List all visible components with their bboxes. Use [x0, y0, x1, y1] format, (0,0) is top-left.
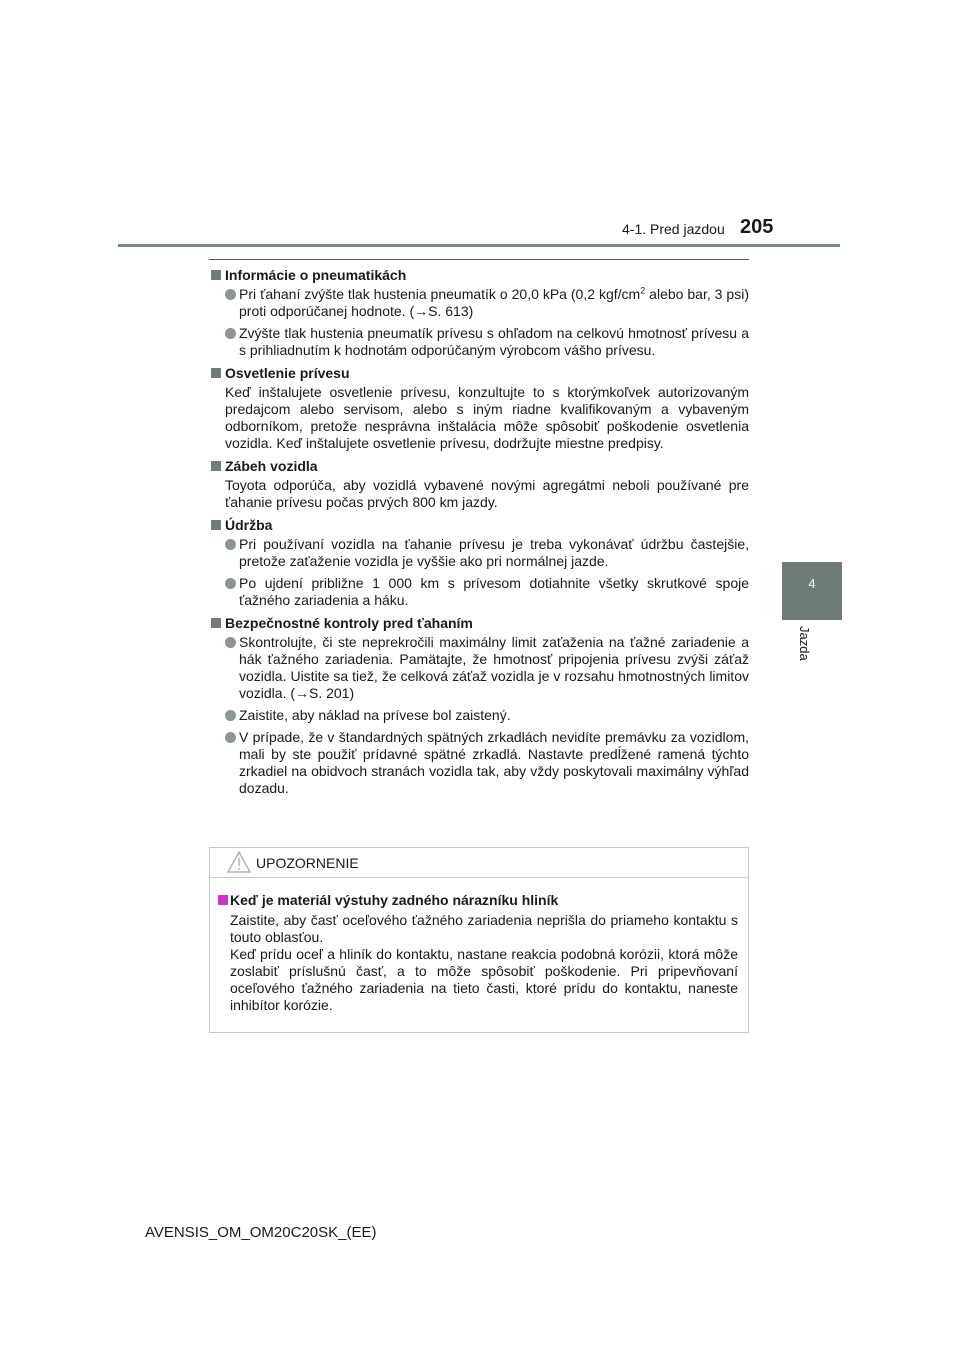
round-bullet-icon — [225, 328, 236, 339]
section-title: Údržba — [211, 517, 749, 534]
header-section-title: 4-1. Pred jazdou — [622, 221, 725, 237]
round-bullet-icon — [225, 289, 236, 300]
bullet-item: Skontrolujte, či ste neprekročili maximálny limit zaťaženia na ťažné zariadenie a hák ťažného zariadenia. Pamätajte, že hmotnosť pripojenia prívesu zvýši záťaž vozidla. Uistite sa tiež, že celková záťaž vozidla je v rozsahu hmotnostných limitov vozidla. (→S. 201) — [211, 634, 749, 702]
square-bullet-icon — [218, 895, 228, 905]
bullet-item: Pri používaní vozidla na ťahanie prívesu je treba vykonávať údržbu častejšie, pretože zaťaženie vozidla je vyššie ako pri normálnej jazde. — [211, 536, 749, 570]
section-text: Toyota odporúča, aby vozidlá vybavené novými agregátmi neboli používané pre ťahanie prívesu počas prvých 800 km jazdy. — [225, 477, 749, 510]
round-bullet-icon — [225, 539, 236, 550]
section-break-in — [211, 458, 749, 511]
content-top-rule — [209, 259, 749, 260]
round-bullet-icon — [225, 710, 236, 721]
section-tires — [211, 267, 749, 359]
section-title: Zábeh vozidla — [211, 458, 749, 475]
bullet-item: Zvýšte tlak hustenia pneumatík prívesu s ohľadom na celkovú hmotnosť prívesu a s prihliadnutím k hodnotám odporúčaným výrobcom vášho prívesu. — [211, 325, 749, 359]
section-title: Osvetlenie prívesu — [211, 365, 749, 382]
bullet-item: Pri ťahaní zvýšte tlak hustenia pneumatík o 20,0 kPa (0,2 kgf/$cm^2$ alebo bar, 3 psi) proti odporúčanej hodnote. (→S. 613) — [211, 286, 749, 320]
section-title: Informácie o pneumatikách — [211, 267, 749, 284]
warning-box — [209, 847, 749, 1033]
square-bullet-icon — [211, 618, 221, 628]
bullet-item: V prípade, že v štandardných spätných zrkadlách nevidíte premávku za vozidlom, mali by ste použiť prídavné spätné zrkadlá. Nastavte predĺžené ramená týchto zrkadiel na obidvoch stranách vozidla tak, aby vždy poskytovali maximálny výhľad dozadu. — [211, 729, 749, 797]
warning-title: Keď je materiál výstuhy zadného nárazníku hliník — [220, 892, 738, 909]
warning-body — [210, 878, 748, 1014]
section-text: Keď inštalujete osvetlenie prívesu, konzultujte to s ktorýmkoľvek autorizovaným predajcom alebo servisom, alebo s iným riadne kvalifikovaným a vybaveným odborníkom, pretože nesprávna inštalácia môže spôsobiť poškodenie osvetlenia vozidla. Keď inštalujete osvetlenie prívesu, dodržujte miestne predpisy. — [225, 384, 749, 451]
warning-triangle-icon — [226, 850, 252, 874]
round-bullet-icon — [225, 578, 236, 589]
square-bullet-icon — [211, 461, 221, 471]
round-bullet-icon — [225, 637, 236, 648]
square-bullet-icon — [211, 368, 221, 378]
square-bullet-icon — [211, 520, 221, 530]
warning-paragraph: Keď prídu oceľ a hliník do kontaktu, nastane reakcia podobná korózii, ktorá môže zoslabiť príslušnú časť, a to môže spôsobiť poškodenie. Pri pripevňovaní oceľového ťažného zariadenia na tieto časti, ktoré prídu do kontaktu, naneste inhibítor korózie. — [230, 946, 738, 1013]
chapter-number: 4 — [808, 576, 816, 591]
round-bullet-icon — [225, 732, 236, 743]
section-safety-checks — [211, 615, 749, 797]
section-trailer-lights — [211, 365, 749, 452]
bullet-item: Po ujdení približne 1 000 km s prívesom dotiahnite všetky skrutkové spoje ťažného zariadenia a háku. — [211, 575, 749, 609]
warning-heading: UPOZORNENIE — [256, 855, 359, 871]
main-content — [211, 267, 749, 803]
footer-code: AVENSIS_OM_OM20C20SK_(EE) — [145, 1224, 377, 1241]
warning-paragraph: Zaistite, aby časť oceľového ťažného zariadenia neprišla do priameho kontaktu s touto oblasťou. — [230, 912, 738, 945]
page-number: 205 — [740, 216, 774, 238]
chapter-label: Jazda — [797, 626, 812, 661]
section-maintenance — [211, 517, 749, 609]
warning-header — [210, 848, 748, 878]
header-rule — [118, 244, 840, 247]
bullet-item: Zaistite, aby náklad na prívese bol zaistený. — [211, 707, 749, 724]
chapter-tab — [782, 562, 842, 620]
square-bullet-icon — [211, 270, 221, 280]
section-title: Bezpečnostné kontroly pred ťahaním — [211, 615, 749, 632]
